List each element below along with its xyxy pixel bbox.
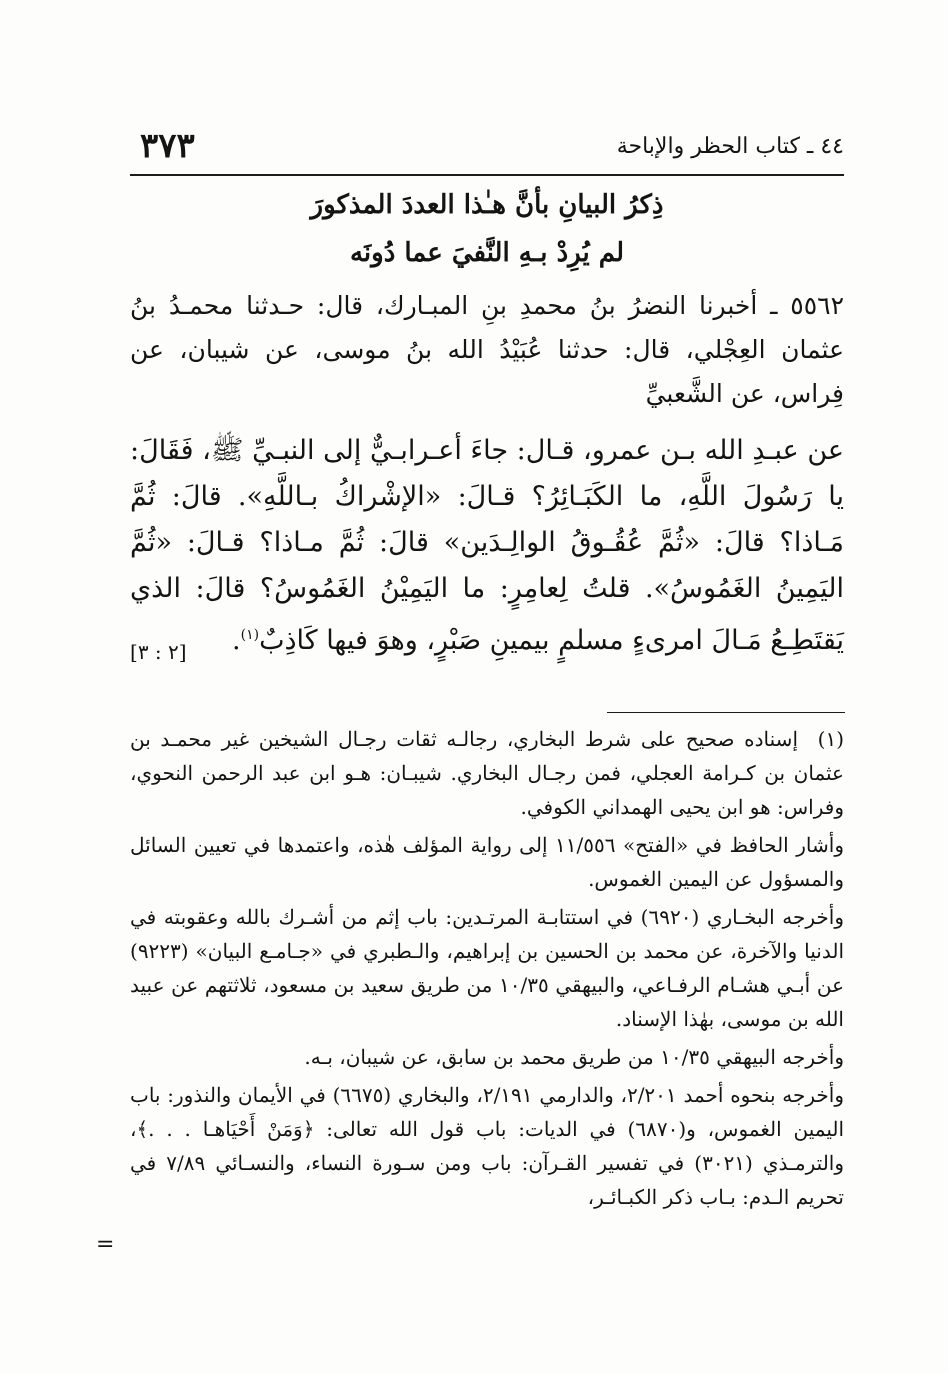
page-number: ٣٧٣ xyxy=(140,126,195,166)
footnote-paragraph xyxy=(130,722,844,824)
footnotes xyxy=(130,722,844,1218)
section-title-line-2: لم يُرِدْ بـهِ النَّفيَ عما دُونَه xyxy=(349,238,625,268)
footnote-marker: (١) xyxy=(240,627,260,643)
continuation-mark: = xyxy=(96,1232,115,1257)
footnote-number: (١) xyxy=(817,727,845,751)
hadith-end-punct: . xyxy=(232,625,241,656)
section-title-line-1: ذِكرُ البيانِ بأنَّ هـٰذا العددَ المذكورَ xyxy=(310,190,664,220)
footnote-paragraph: وأخرجه البيهقي ١٠/٣٥ من طريق محمد بن سابق، عن شيبان، بـه. xyxy=(304,1045,844,1069)
page-header xyxy=(130,112,844,176)
hadith-matn xyxy=(130,428,844,664)
footnote-text: إسناده صحيح على شرط البخاري، رجالـه ثقات رجـال الشيخين غير محمـد بن عثمان بن كـرامة العجلي، فمن رجـال البخاري. شيبـان: هـو ابن عبد الرحمن النحوي، وفراس: هو ابن يحيى الهمداني الكوفي. xyxy=(130,727,844,819)
footnote-paragraph: وأشار الحافظ في «الفتح» ١١/٥٥٦ إلى رواية المؤلف هٰذه، واعتمدها في تعيين السائل والمسؤول عن اليمين الغموس. xyxy=(130,833,844,891)
footnote-paragraph: وأخرجه بنحوه أحمد ٢/٢٠١، والدارمي ٢/١٩١، والبخاري (٦٦٧٥) في الأيمان والنذور: باب اليمين الغموس، و(٦٨٧٠) في الديات: باب قول الله تعالى: ﴿وَمَنْ أَحْيَاهـا . . .﴾، والترمـذي (٣٠٢١) في تفسير القـرآن: باب ومن سـورة النساء، والنسـائي ٧/٨٩ في تحريم الـدم: بـاب ذكر الكبـائـر، xyxy=(130,1083,845,1209)
footnote-separator xyxy=(607,712,845,713)
hadith-reference: [٢ : ٣] xyxy=(130,640,187,664)
hadith-isnad: ٥٥٦٢ ـ أخبرنا النضرُ بنُ محمدِ بنِ المبـارك، قال: حـدثنا محمـدُ بنُ عثمان العِجْلي، قال: حدثنا عُبَيْدُ الله بنُ موسى، عن شيبان، عن فِراس، عن الشَّعبيِّ xyxy=(130,291,844,408)
hadith-matn-text: عن عبـدِ الله بـن عمرو، قـال: جاءَ أعـرابـيٌّ إلى النبـيِّ ﷺ، فَقَالَ: يا رَسُولَ اللَّهِ، ما الكَبَـائِرُ؟ قـالَ: «الإشْراكُ بـاللَّهِ». قالَ: ثُمَّ مَـاذا؟ قالَ: «ثُمَّ عُقُـوقُ الوالِـدَين» قالَ: ثُمَّ مـاذا؟ قـالَ: «ثُمَّ اليَمِينُ الغَمُوسُ». قلتُ لِعامِرٍ: ما اليَمِيْنُ الغَمُوسُ؟ قالَ: الذي يَقتَطِـعُ مَـالَ امرىءٍ مسلمٍ بيمينِ صَبْرٍ، وهوَ فيها كَاذِبٌ xyxy=(130,435,844,656)
running-title: ٤٤ ـ كتاب الحظر والإباحة xyxy=(616,134,844,159)
footnote-paragraph: وأخرجه البخـاري (٦٩٢٠) في استتابـة المرتـدين: باب إثم من أشـرك بالله وعقوبته في الدنيا والآخرة، عن محمد بن الحسين بن إبراهيم، والـطبري في «جـامـع البيان» (٩٢٢٣) عن أبـي هشـام الرفـاعي، والبيهقي ١٠/٣٥ من طريق سعيد بن مسعود، ثلاثتهم عن عبيد الله بن موسى، بهٰذا الإسناد. xyxy=(130,905,845,1031)
